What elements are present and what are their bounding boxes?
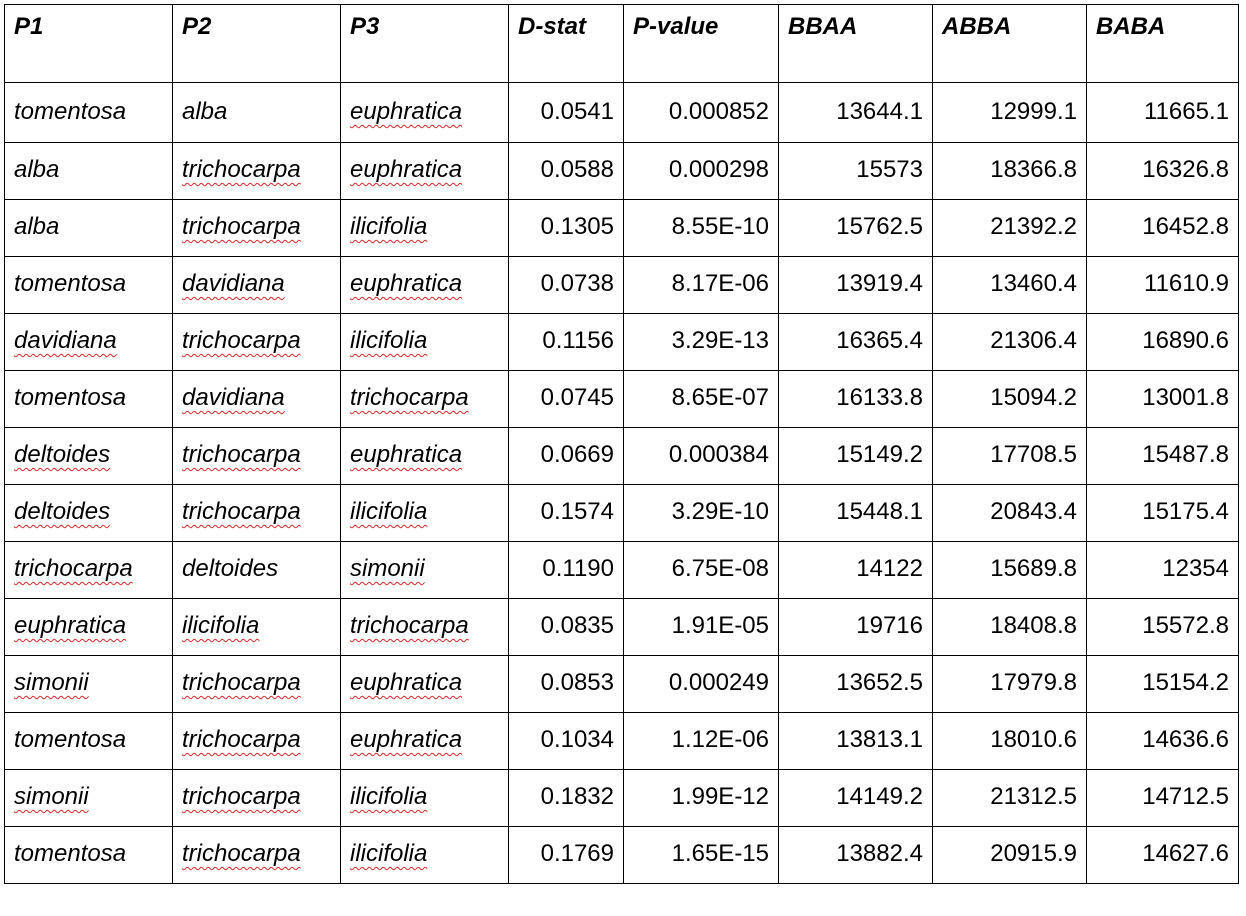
species-name: ilicifolia (350, 498, 428, 525)
species-name: davidiana (182, 384, 285, 411)
cell-bbaa: 13919.4 (779, 257, 933, 314)
header-bbaa: BBAA (779, 5, 933, 83)
cell-bbaa: 19716 (779, 599, 933, 656)
cell-p2 (173, 371, 341, 428)
cell-p3 (341, 656, 509, 713)
species-name: trichocarpa (182, 498, 301, 525)
cell-baba: 11665.1 (1087, 83, 1239, 143)
cell-p2 (173, 713, 341, 770)
cell-p1 (5, 314, 173, 371)
cell-p-value: 0.000249 (624, 656, 779, 713)
cell-baba: 16452.8 (1087, 200, 1239, 257)
cell-baba: 14627.6 (1087, 827, 1239, 884)
species-name: trichocarpa (182, 840, 301, 867)
cell-p-value: 1.91E-05 (624, 599, 779, 656)
species-name: trichocarpa (182, 441, 301, 468)
cell-p3 (341, 428, 509, 485)
table-row (5, 371, 1239, 428)
species-name: alba (182, 98, 228, 125)
table-row (5, 83, 1239, 143)
cell-p3 (341, 485, 509, 542)
cell-baba: 14636.6 (1087, 713, 1239, 770)
cell-p-value: 8.65E-07 (624, 371, 779, 428)
species-name: ilicifolia (350, 327, 428, 354)
cell-p2 (173, 200, 341, 257)
table-row (5, 770, 1239, 827)
cell-d-stat: 0.1574 (509, 485, 624, 542)
cell-abba: 15094.2 (933, 371, 1087, 428)
cell-bbaa: 14149.2 (779, 770, 933, 827)
cell-p-value: 8.17E-06 (624, 257, 779, 314)
cell-bbaa: 15762.5 (779, 200, 933, 257)
cell-bbaa: 15149.2 (779, 428, 933, 485)
species-name: euphratica (14, 612, 127, 639)
cell-bbaa: 16365.4 (779, 314, 933, 371)
cell-abba: 13460.4 (933, 257, 1087, 314)
cell-p3 (341, 257, 509, 314)
species-name: euphratica (350, 156, 463, 183)
species-name: trichocarpa (182, 213, 301, 240)
species-name: tomentosa (14, 98, 127, 125)
species-name: ilicifolia (182, 612, 260, 639)
table-row (5, 656, 1239, 713)
species-name: deltoides (14, 498, 111, 525)
cell-abba: 18366.8 (933, 143, 1087, 200)
cell-d-stat: 0.1156 (509, 314, 624, 371)
cell-p1 (5, 656, 173, 713)
cell-p2 (173, 257, 341, 314)
cell-abba: 21306.4 (933, 314, 1087, 371)
species-name: davidiana (14, 327, 117, 354)
table-row (5, 314, 1239, 371)
header-p-value: P-value (624, 5, 779, 83)
cell-p3 (341, 770, 509, 827)
species-name: trichocarpa (350, 612, 469, 639)
cell-baba: 13001.8 (1087, 371, 1239, 428)
cell-p2 (173, 314, 341, 371)
cell-abba: 18010.6 (933, 713, 1087, 770)
cell-p3 (341, 542, 509, 599)
species-name: euphratica (350, 98, 463, 125)
cell-abba: 18408.8 (933, 599, 1087, 656)
cell-p1 (5, 827, 173, 884)
cell-p2 (173, 143, 341, 200)
cell-baba: 15175.4 (1087, 485, 1239, 542)
cell-d-stat: 0.1832 (509, 770, 624, 827)
table-row (5, 485, 1239, 542)
header-d-stat: D-stat (509, 5, 624, 83)
species-name: trichocarpa (182, 669, 301, 696)
species-name: euphratica (350, 726, 463, 753)
cell-abba: 21312.5 (933, 770, 1087, 827)
species-name: deltoides (14, 441, 111, 468)
cell-p2 (173, 428, 341, 485)
cell-abba: 12999.1 (933, 83, 1087, 143)
species-name: davidiana (182, 270, 285, 297)
cell-p-value: 1.65E-15 (624, 827, 779, 884)
cell-p3 (341, 599, 509, 656)
table-header (5, 5, 1239, 83)
cell-bbaa: 13652.5 (779, 656, 933, 713)
cell-baba: 14712.5 (1087, 770, 1239, 827)
header-baba: BABA (1087, 5, 1239, 83)
cell-p1 (5, 599, 173, 656)
species-name: trichocarpa (182, 726, 301, 753)
cell-baba: 11610.9 (1087, 257, 1239, 314)
cell-baba: 15154.2 (1087, 656, 1239, 713)
cell-d-stat: 0.0669 (509, 428, 624, 485)
cell-d-stat: 0.0853 (509, 656, 624, 713)
cell-p2 (173, 656, 341, 713)
cell-p-value: 1.12E-06 (624, 713, 779, 770)
species-name: euphratica (350, 669, 463, 696)
table-row (5, 428, 1239, 485)
cell-p-value: 0.000852 (624, 83, 779, 143)
cell-baba: 16326.8 (1087, 143, 1239, 200)
cell-p3 (341, 314, 509, 371)
cell-p1 (5, 770, 173, 827)
cell-d-stat: 0.1034 (509, 713, 624, 770)
cell-p1 (5, 428, 173, 485)
cell-d-stat: 0.0588 (509, 143, 624, 200)
species-name: tomentosa (14, 270, 127, 297)
header-p2: P2 (173, 5, 341, 83)
header-abba: ABBA (933, 5, 1087, 83)
header-p1: P1 (5, 5, 173, 83)
table-row (5, 827, 1239, 884)
cell-d-stat: 0.1190 (509, 542, 624, 599)
cell-d-stat: 0.1769 (509, 827, 624, 884)
cell-baba: 15572.8 (1087, 599, 1239, 656)
cell-p3 (341, 827, 509, 884)
table-row (5, 542, 1239, 599)
table-row (5, 713, 1239, 770)
species-name: trichocarpa (182, 783, 301, 810)
species-name: alba (14, 213, 60, 240)
cell-bbaa: 16133.8 (779, 371, 933, 428)
species-name: tomentosa (14, 726, 127, 753)
species-name: tomentosa (14, 840, 127, 867)
cell-d-stat: 0.0745 (509, 371, 624, 428)
cell-p2 (173, 83, 341, 143)
cell-p1 (5, 83, 173, 143)
cell-p3 (341, 143, 509, 200)
cell-baba: 15487.8 (1087, 428, 1239, 485)
cell-p2 (173, 542, 341, 599)
species-name: trichocarpa (350, 384, 469, 411)
cell-bbaa: 13813.1 (779, 713, 933, 770)
species-name: trichocarpa (182, 327, 301, 354)
cell-bbaa: 13644.1 (779, 83, 933, 143)
table-row (5, 257, 1239, 314)
species-name: trichocarpa (14, 555, 133, 582)
cell-d-stat: 0.0738 (509, 257, 624, 314)
cell-p2 (173, 770, 341, 827)
cell-p-value: 6.75E-08 (624, 542, 779, 599)
d-statistics-table (4, 4, 1239, 884)
cell-bbaa: 14122 (779, 542, 933, 599)
cell-p3 (341, 371, 509, 428)
species-name: deltoides (182, 555, 279, 582)
cell-p3 (341, 83, 509, 143)
cell-abba: 20843.4 (933, 485, 1087, 542)
cell-p-value: 0.000298 (624, 143, 779, 200)
species-name: trichocarpa (182, 156, 301, 183)
species-name: ilicifolia (350, 783, 428, 810)
cell-p1 (5, 257, 173, 314)
cell-bbaa: 15573 (779, 143, 933, 200)
cell-d-stat: 0.0541 (509, 83, 624, 143)
table-body (5, 83, 1239, 884)
table-row (5, 200, 1239, 257)
species-name: simonii (350, 555, 425, 582)
cell-abba: 17979.8 (933, 656, 1087, 713)
cell-p3 (341, 713, 509, 770)
cell-p2 (173, 485, 341, 542)
species-name: ilicifolia (350, 213, 428, 240)
cell-abba: 17708.5 (933, 428, 1087, 485)
cell-p-value: 1.99E-12 (624, 770, 779, 827)
cell-p1 (5, 371, 173, 428)
cell-abba: 20915.9 (933, 827, 1087, 884)
cell-abba: 21392.2 (933, 200, 1087, 257)
cell-p1 (5, 485, 173, 542)
cell-baba: 12354 (1087, 542, 1239, 599)
cell-p3 (341, 200, 509, 257)
species-name: alba (14, 156, 60, 183)
cell-bbaa: 13882.4 (779, 827, 933, 884)
cell-d-stat: 0.0835 (509, 599, 624, 656)
species-name: euphratica (350, 270, 463, 297)
cell-p-value: 3.29E-10 (624, 485, 779, 542)
cell-d-stat: 0.1305 (509, 200, 624, 257)
cell-p1 (5, 713, 173, 770)
species-name: simonii (14, 783, 89, 810)
cell-p-value: 0.000384 (624, 428, 779, 485)
cell-bbaa: 15448.1 (779, 485, 933, 542)
header-row (5, 5, 1239, 83)
cell-baba: 16890.6 (1087, 314, 1239, 371)
cell-p1 (5, 200, 173, 257)
cell-p1 (5, 143, 173, 200)
species-name: simonii (14, 669, 89, 696)
cell-p-value: 8.55E-10 (624, 200, 779, 257)
cell-abba: 15689.8 (933, 542, 1087, 599)
species-name: euphratica (350, 441, 463, 468)
species-name: tomentosa (14, 384, 127, 411)
table-row (5, 599, 1239, 656)
cell-p2 (173, 827, 341, 884)
cell-p2 (173, 599, 341, 656)
cell-p-value: 3.29E-13 (624, 314, 779, 371)
species-name: ilicifolia (350, 840, 428, 867)
table-row (5, 143, 1239, 200)
header-p3: P3 (341, 5, 509, 83)
cell-p1 (5, 542, 173, 599)
